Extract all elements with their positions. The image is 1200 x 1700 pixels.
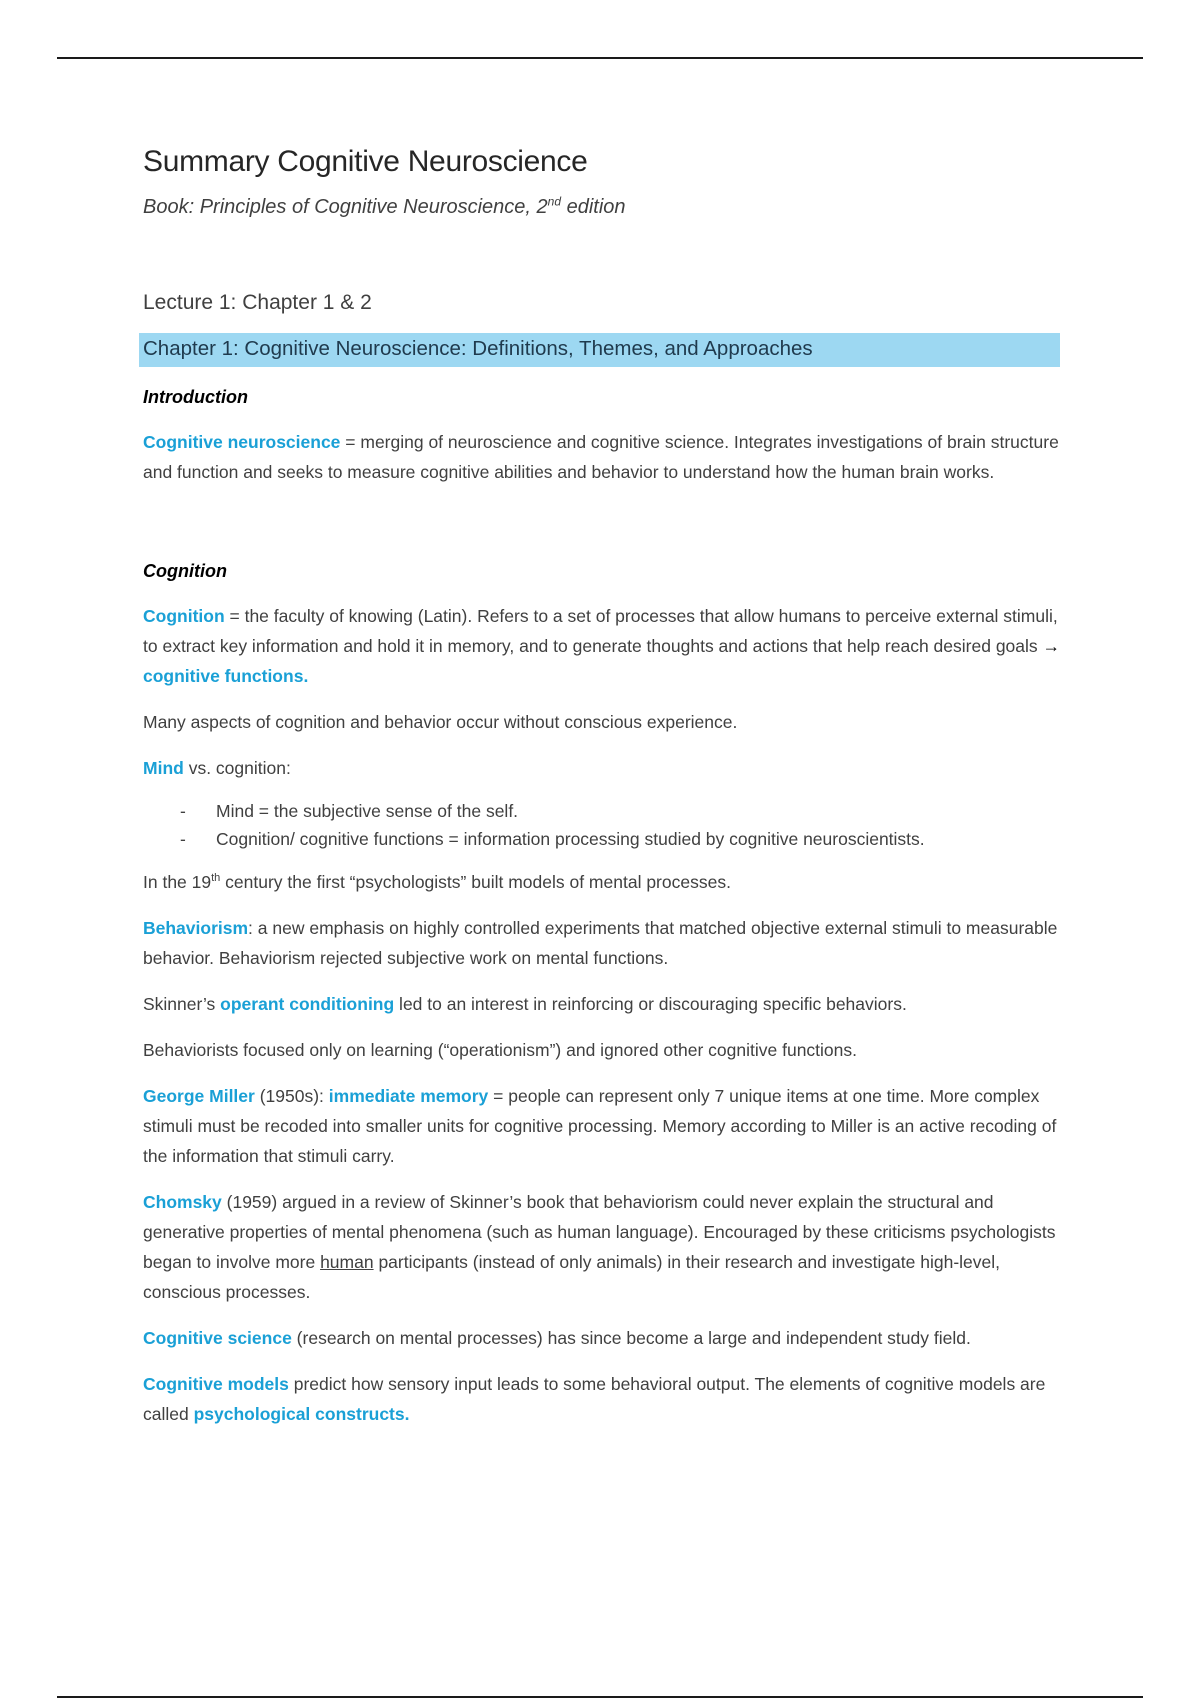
lecture-heading: Lecture 1: Chapter 1 & 2 xyxy=(143,291,372,314)
term-cognitive-models: Cognitive models xyxy=(143,1374,289,1394)
list-item xyxy=(143,797,1060,825)
paragraph-cognition-8 xyxy=(143,1081,1060,1171)
section-heading-cognition: Cognition xyxy=(143,561,227,581)
chapter-banner: Chapter 1: Cognitive Neuroscience: Definitions, Themes, and Approaches xyxy=(139,333,1060,367)
cognition-8-text: = people can represent only 7 unique items at one time. More complex stimuli must be recoded into smaller units for cognitive processing. Memory according to Miller is an active recoding of the information that stimuli carry. xyxy=(143,1086,1057,1166)
paragraph-cognition-11 xyxy=(143,1369,1060,1429)
term-cognitive-neuroscience: Cognitive neuroscience xyxy=(143,432,341,452)
paragraph-cognition-2: Many aspects of cognition and behavior occur without conscious experience. xyxy=(143,712,738,732)
term-cognitive-science: Cognitive science xyxy=(143,1328,292,1348)
term-cognition: Cognition xyxy=(143,606,225,626)
term-george-miller: George Miller xyxy=(143,1086,255,1106)
intro-1-text: = merging of neuroscience and cognitive science. Integrates investigations of brain structure and function and seeks to measure cognitive abilities and behavior to understand how the human brain works. xyxy=(143,432,1059,482)
cognition-10-text: (research on mental processes) has since become a large and independent study field. xyxy=(291,1328,971,1348)
term-behaviorism: Behaviorism xyxy=(143,918,249,938)
page-top-rule xyxy=(57,57,1143,59)
arrow-icon: → xyxy=(1042,636,1061,656)
cognition-9-text: (1959) argued in a review of Skinner’s book that behaviorism could never explain the structural and generative properties of mental phenomena (such as human language). Encouraged by these criticisms psychologists began to involve more xyxy=(143,1192,1056,1272)
cognition-4-sup: th xyxy=(211,872,221,885)
paragraph-cognition-3 xyxy=(143,753,1060,783)
paragraph-cognition-4 xyxy=(143,867,1060,897)
list-item-text: Cognition/ cognitive functions = information processing studied by cognitive neuroscientists. xyxy=(216,829,925,849)
cognition-1-text: = the faculty of knowing (Latin). Refers to a set of processes that allow humans to perceive external stimuli, to extract key information and hold it in memory, and to generate thoughts and actions that help reach desired goals xyxy=(143,606,1058,656)
paragraph-cognition-1 xyxy=(143,601,1060,691)
paragraph-intro-1 xyxy=(143,427,1060,487)
term-chomsky: Chomsky xyxy=(143,1192,222,1212)
term-immediate-memory: immediate memory xyxy=(328,1086,489,1106)
document-subtitle xyxy=(143,196,1060,219)
cognition-4-suffix: century the first “psychologists” built models of mental processes. xyxy=(220,872,731,892)
dash-bullet: - xyxy=(180,829,186,849)
document-title: Summary Cognitive Neuroscience xyxy=(143,145,588,178)
term-mind: Mind xyxy=(143,758,184,778)
term-operant-conditioning: operant conditioning xyxy=(220,994,395,1014)
paragraph-cognition-9 xyxy=(143,1187,1060,1307)
section-heading-introduction: Introduction xyxy=(143,387,248,407)
term-cognitive-functions: cognitive functions xyxy=(143,666,304,686)
paragraph-cognition-7: Behaviorists focused only on learning (“operationism”) and ignored other cognitive functions. xyxy=(143,1040,858,1060)
paragraph-cognition-5 xyxy=(143,913,1060,973)
cognition-1-end: . xyxy=(303,666,309,686)
subtitle-sup: nd xyxy=(547,194,562,209)
paragraph-cognition-6 xyxy=(143,989,1060,1019)
cognition-4-prefix: In the 19 xyxy=(143,872,212,892)
cognition-11-end: . xyxy=(404,1404,410,1424)
cognition-9-rest: participants (instead of only animals) in their research and investigate high-level, conscious processes. xyxy=(143,1252,1001,1302)
subtitle-suffix: edition xyxy=(561,196,626,218)
list-item-text: Mind = the subjective sense of the self. xyxy=(216,801,519,821)
cognition-6-prefix: Skinner’s xyxy=(143,994,221,1014)
page-bottom-rule xyxy=(57,1696,1143,1698)
page-content xyxy=(143,145,1060,1445)
underlined-human: human xyxy=(320,1252,374,1272)
dash-bullet: - xyxy=(180,801,186,821)
cognition-11-text: predict how sensory input leads to some behavioral output. The elements of cognitive models are called xyxy=(143,1374,1046,1424)
cognition-6-suffix: led to an interest in reinforcing or discouraging specific behaviors. xyxy=(394,994,907,1014)
subtitle-prefix: Book: Principles of Cognitive Neuroscience, 2 xyxy=(143,196,548,218)
paragraph-cognition-10 xyxy=(143,1323,1060,1353)
cognition-5-text: : a new emphasis on highly controlled experiments that matched objective external stimuli to measurable behavior. Behaviorism rejected subjective work on mental functions. xyxy=(143,918,1058,968)
cognition-3-text: vs. cognition: xyxy=(183,758,291,778)
term-psychological-constructs: psychological constructs xyxy=(193,1404,405,1424)
cognition-8-mid: (1950s): xyxy=(254,1086,329,1106)
list-item xyxy=(143,825,1060,853)
mind-cognition-list xyxy=(143,797,1060,853)
